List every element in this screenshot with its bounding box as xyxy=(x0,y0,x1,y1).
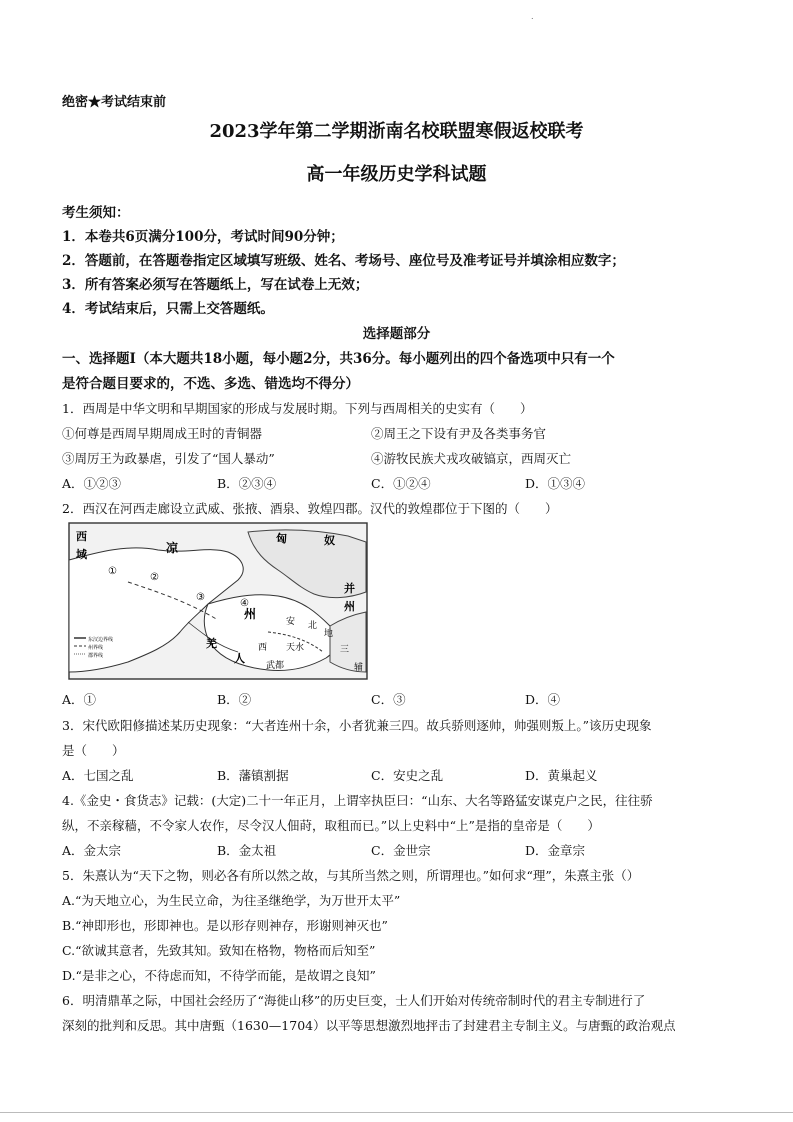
q2-option-b: B．② xyxy=(217,692,252,707)
notice-item: 3．所有答案必须写在答题纸上，写在试卷上无效； xyxy=(62,277,369,293)
q4-stem-line1: 4.《金史・食货志》记载：(大定)二十一年正月，上谓宰执臣曰：“山东、大名等路猛安谋克户之民，往往骄 xyxy=(62,793,653,808)
part-instructions-line2: 是符合题目要求的，不选、多选、错选均不得分） xyxy=(62,376,359,392)
legend-item: 州界线 xyxy=(88,645,104,651)
map-marker-1: ① xyxy=(108,566,117,577)
q3-option-a: A．七国之乱 xyxy=(62,768,134,783)
exam-title: 2023学年第二学期浙南名校联盟寒假返校联考 xyxy=(209,121,584,142)
map-label-fu: 辅 xyxy=(354,663,364,673)
q5-stem: 5．朱熹认为“天下之物，则必各有所以然之故，与其所当然之则，所谓理也。”如何求“理”，朱熹主张（） xyxy=(62,868,640,883)
q4-option-c: C．金世宗 xyxy=(371,843,431,858)
map-label-xiyu: 域 xyxy=(76,548,87,561)
q2-option-d: D．④ xyxy=(525,692,561,707)
q3-stem-line2: 是（ ） xyxy=(62,743,125,758)
notice-heading: 考生须知： xyxy=(62,205,130,221)
notice-item: 4．考试结束后，只需上交答题纸。 xyxy=(62,301,274,317)
q6-stem-line2: 深刻的批判和反思。其中唐甄（1630—1704）以平等思想激烈地抨击了封建君主专制主义。与唐甄的政治观点 xyxy=(62,1018,676,1033)
q4-option-d: D．金章宗 xyxy=(525,843,586,858)
q1-option-b: B．②③④ xyxy=(217,476,277,491)
q1-item: ③周厉王为政暴虐，引发了“国人暴动” xyxy=(62,451,275,466)
q4-option-b: B．金太祖 xyxy=(217,843,277,858)
exam-subtitle: 高一年级历史学科试题 xyxy=(306,164,487,185)
map-marker-4: ④ xyxy=(240,598,249,609)
map-marker-2: ② xyxy=(150,572,159,583)
q3-option-c: C．安史之乱 xyxy=(371,768,444,783)
section-title: 选择题部分 xyxy=(362,326,431,342)
map-label-bei: 北 xyxy=(308,621,318,631)
q5-option-a: A.“为天地立心，为生民立命，为往圣继绝学，为万世开太平” xyxy=(62,893,401,908)
page-bottom-rule xyxy=(0,1112,793,1113)
legend-item: 郡界线 xyxy=(88,653,104,659)
notice-item: 1．本卷共6页满分100分，考试时间90分钟； xyxy=(62,229,344,245)
q1-item: ①何尊是西周早期周成王时的青铜器 xyxy=(62,426,263,441)
q2-stem: 2．西汉在河西走廊设立武威、张掖、酒泉、敦煌四郡。汉代的敦煌郡位于下图的（ ） xyxy=(62,501,558,516)
notice-item: 2．答题前，在答题卷指定区域填写班级、姓名、考场号、座位号及准考证号并填涂相应数字； xyxy=(62,253,625,269)
q1-option-c: C．①②④ xyxy=(371,476,431,491)
map-label-xi: 西 xyxy=(258,643,268,653)
map-label-san: 三 xyxy=(340,645,350,655)
q5-option-c: C.“欲诚其意者，先致其知。致知在格物，物格而后知至” xyxy=(62,943,376,958)
map-label-an: 安 xyxy=(286,617,296,627)
q4-stem-line2: 纵，不亲稼穑，不令家人农作，尽令汉人佃莳，取租而已。”以上史料中“上”是指的皇帝是（ ） xyxy=(62,818,600,833)
q2-option-c: C．③ xyxy=(371,692,406,707)
map-label-di: 地 xyxy=(324,629,334,639)
top-dot: . xyxy=(531,12,534,21)
q6-stem-line1: 6．明清鼎革之际，中国社会经历了“海徙山移”的历史巨变，士人们开始对传统帝制时代的君主专制进行了 xyxy=(62,993,646,1008)
q1-item: ②周王之下设有尹及各类事务官 xyxy=(371,426,547,441)
q2-option-a: A．① xyxy=(62,692,97,707)
q5-option-d: D.“是非之心，不待虑而知，不待学而能，是故谓之良知” xyxy=(62,968,376,983)
han-map xyxy=(68,522,368,680)
q4-option-a: A．金太宗 xyxy=(62,843,122,858)
part-instructions-line1: 一、选择题Ⅰ（本大题共18小题，每小题2分，共36分。每小题列出的四个备选项中只有一个 xyxy=(62,351,615,367)
q1-option-a: A．①②③ xyxy=(62,476,122,491)
q1-item: ④游牧民族犬戎攻破镐京，西周灭亡 xyxy=(371,451,572,466)
map-label-qiang: 羌 xyxy=(206,637,217,650)
map-label-bingzhou: 并 xyxy=(344,582,355,595)
map-label-xiongnu: 匈 xyxy=(276,532,287,545)
map-label-bingzhou: 州 xyxy=(344,600,355,613)
legend-item: 东汉边界线 xyxy=(88,637,114,643)
map-label-xiongnu: 奴 xyxy=(324,534,335,547)
map-label-qiang: 人 xyxy=(234,652,245,665)
q3-option-d: D．黄巢起义 xyxy=(525,768,598,783)
map-label-liang: 凉 xyxy=(166,541,179,555)
confidential-label: 绝密★考试结束前 xyxy=(62,95,167,110)
map-label-tianshui: 天水 xyxy=(286,643,305,653)
map-label-wudu: 武都 xyxy=(266,661,285,671)
map-label-xiyu: 西 xyxy=(76,530,87,543)
q3-option-b: B．藩镇割据 xyxy=(217,768,289,783)
q1-stem: 1．西周是中华文明和早期国家的形成与发展时期。下列与西周相关的史实有（ ） xyxy=(62,401,533,416)
q1-option-d: D．①③④ xyxy=(525,476,586,491)
q5-option-b: B.“神即形也，形即神也。是以形存则神存，形谢则神灭也” xyxy=(62,918,388,933)
map-marker-3: ③ xyxy=(196,592,205,603)
map-label-zhou: 州 xyxy=(244,607,257,621)
q3-stem-line1: 3．宋代欧阳修描述某历史现象：“大者连州十余，小者犹兼三四。故兵骄则逐帅，帅强则叛上。”该历史现象 xyxy=(62,718,652,733)
